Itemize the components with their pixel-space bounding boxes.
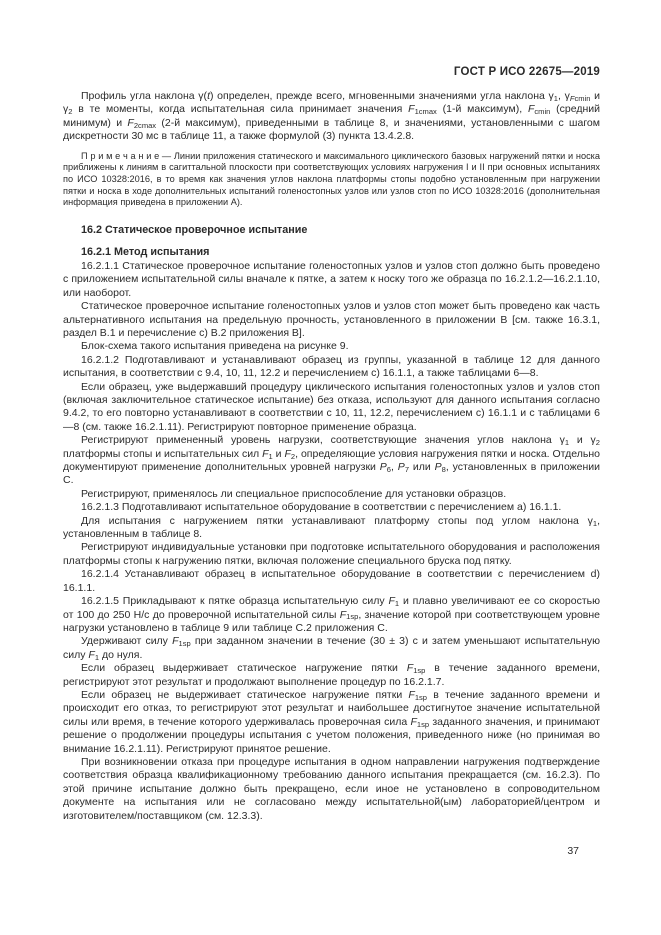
paragraph-hold-force: Удерживают силу $F_{1sp}$ при заданном значении в течение (30 ± 3) с и затем уменьшают испытательную силу $F_1$ до нуля. [63,635,600,662]
paragraph-heel-loading-platform: Для испытания с нагружением пятки устанавливают платформу стопы под углом наклона $\gamma_1$, установленным в таблице 8. [63,514,600,541]
paragraph-16-2-1-5: 16.2.1.5 Прикладывают к пятке образца испытательную силу $F_1$ и плавно увеличивают ее со скоростью от 100 до 250 Н/с до проверочной испытательной силы $F_{1sp}$, значение которой при соответствующем уровне нагрузки установлено в таблице 9 или таблице С.2 приложения С. [63,595,600,634]
paragraph-16-2-1-2: 16.2.1.2 Подготавливают и устанавливают образец из группы, указанной в таблице 12 для данного испытания, в соответствии с 9.4, 10, 11, 12.2 и перечислением с) 16.1.1, а также таблицами 6—8. [63,353,600,380]
paragraph-alternative-test: Статическое проверочное испытание голеностопных узлов и узлов стоп может быть проведено как часть альтернативного испытания на предельную прочность, установленного в приложении В [см. также 16.3.1, раздел В.1 и перечисление с) В.2 приложения В]. [63,300,600,339]
paragraph-flowchart: Блок-схема такого испытания приведена на рисунке 9. [81,340,349,353]
note-paragraph: П р и м е ч а н и е — Линии приложения статического и максимального циклического базовых нагружений пятки и носка приближены к линиям в сагиттальной плоскости при соответствующих условиях нагружения I и II при основных испытаниях по ИСО 10328:2016, в то время как значения углов наклона платформы стопы подобно установленным при нагружении пятки и носка в ходе дополнительных испытаний голеностопных узлов или узлов стоп по ИСО 10328:2016 (дополнительная информация приведена в приложении А). [63,150,600,208]
paragraph-16-2-1-1: 16.2.1.1 Статическое проверочное испытание голеностопных узлов и узлов стоп должно быть проведено с приложением испытательной силы вначале к пятке, а затем к носку того же образца по 16.2.1.2—16.2.1.10, или наоборот. [63,259,600,299]
heading-16-2-1: 16.2.1 Метод испытания [81,245,210,258]
paragraph-tilt-angle-profile: Профиль угла наклона γ(t) определен, прежде всего, мгновенными значениями угла наклона $\gamma_1$, $\gamma_{Fcmin}$ и $\gamma_2$ в те моменты, когда испытательная сила принимает значения $F_{1cmax}$ (1-й максимум), $F_{cmin}$ (средний минимум) и $F_{2cmax}$ (2-й максимум), приведенными в таблице 8, и значениями, установленными с шагом дискретности 30 мс в таблице 11, а также формулой (3) пункта 13.4.2.8. [63,90,601,143]
paragraph-failure-termination: При возникновении отказа при процедуре испытания в одном направлении нагружения подтверждение соответствия образца квалификационному требованию данного испытания прекращается (см. 16.2.3). По этой причине испытание должно быть прекращено, если иное не установлено в сопроводительном документе на испытания или не согласовано между испытательной(ым) лабораторией/центром и изготовителем/поставщиком (см. 12.3.3). [63,755,600,822]
paragraph-16-2-1-3: 16.2.1.3 Подготавливают испытательное оборудование в соответствии с перечислением а) 16.1.1. [81,501,562,514]
heading-16-2: 16.2 Статическое проверочное испытание [81,224,308,237]
paragraph-reused-specimen: Если образец, уже выдержавший процедуру циклического испытания голеностопных узлов и узлов стоп (включая заключительное статическое испытание) без отказа, используют для данного испытания согласно 9.4.2, то его повторно устанавливают в соответствии с 10, 11, 12.2, перечислением с) 16.1.1 и с таблицами 6—8 (см. также 16.2.1.11). Регистрируют повторное применение образца. [63,380,600,433]
document-standard-header: ГОСТ Р ИСО 22675—2019 [453,66,600,78]
paragraph-16-2-1-4: 16.2.1.4 Устанавливают образец в испытательное оборудование в соответствии с перечислением d) 16.1.1. [63,568,600,594]
paragraph-specimen-withstands: Если образец выдерживает статическое нагружение пятки $F_{1sp}$ в течение заданного времени, регистрируют этот результат и продолжают выполнение процедур по 16.2.1.7. [63,662,600,688]
paragraph-register-setup: Регистрируют индивидуальные установки при подготовке испытательного оборудования и расположения платформы стопы к нагружению пятки, включая положение специального бруска под пятку. [63,541,600,567]
page-number: 37 [567,845,579,857]
paragraph-register-fixture: Регистрируют, применялось ли специальное приспособление для установки образцов. [81,487,507,500]
document-body [63,90,600,823]
paragraph-specimen-fails: Если образец не выдерживает статическое нагружение пятки $F_{1sp}$ в течение заданного времени и происходит его отказ, то регистрируют этот результат и наибольшее достигнутое значение испытательной силы или время, в течение которого удерживалась проверочная сила $F_{1sp}$ заданного значения, и принимают решение о продолжении процедуры испытания с учетом положения, приведенного ниже (но принимая во внимание 16.2.1.11). Регистрируют принятое решение. [63,688,600,755]
paragraph-register-load-level: Регистрируют примененный уровень нагрузки, соответствующие значения углов наклона $\gamma_1$ и $\gamma_2$ платформы стопы и испытательных сил $F_1$ и $F_2$, определяющие условия нагружения пятки и носка. Отдельно документируют применение дополнительных уровней нагрузки $P_6$, $P_7$ или $P_8$, установленных в приложении С. [63,434,600,487]
